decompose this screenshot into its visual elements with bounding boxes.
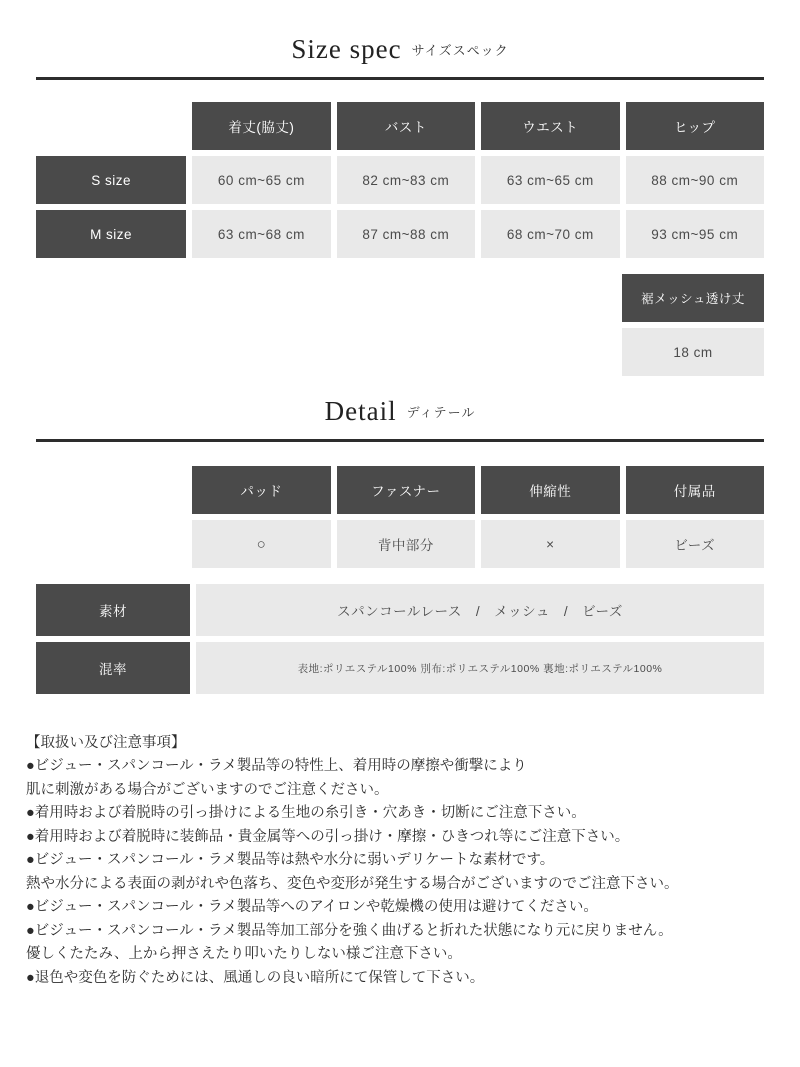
care-note-line: ●着用時および着脱時に装飾品・貴金属等への引っ掛け・摩擦・ひきつれ等にご注意下さい。 — [26, 828, 630, 845]
size-row-label-m: M size — [36, 210, 186, 258]
blend-value: 表地:ポリエステル100% 別布:ポリエステル100% 裏地:ポリエステル100% — [196, 642, 764, 694]
care-note-line: ●ビジュー・スパンコール・ラメ製品等の特性上、着用時の摩擦や衝撃により — [26, 758, 527, 775]
size-s-hip: 88 cm~90 cm — [626, 156, 764, 204]
size-spec-header-row — [36, 102, 764, 150]
detail-header-row — [36, 466, 764, 514]
mesh-sheer-length-value: 18 cm — [622, 328, 764, 376]
detail-value-pad: ○ — [192, 520, 330, 568]
detail-header-accessory: 付属品 — [626, 466, 764, 514]
table-row — [36, 156, 764, 204]
detail-value-stretch: × — [481, 520, 619, 568]
care-note-line: ●ビジュー・スパンコール・ラメ製品等へのアイロンや乾燥機の使用は避けてください。 — [26, 899, 598, 916]
material-label: 素材 — [36, 584, 190, 636]
size-m-bust: 87 cm~88 cm — [337, 210, 475, 258]
size-spec-title-en: Size spec — [291, 34, 402, 64]
detail-value-corner-cell — [36, 520, 186, 568]
detail-table — [36, 466, 764, 694]
detail-header-stretch: 伸縮性 — [481, 466, 619, 514]
size-spec-heading — [0, 0, 800, 65]
detail-title-ja: ディテール — [406, 405, 476, 420]
size-s-length: 60 cm~65 cm — [192, 156, 330, 204]
size-s-bust: 82 cm~83 cm — [337, 156, 475, 204]
size-spec-header-length: 着丈(脇丈) — [192, 102, 330, 150]
mesh-sheer-length-header: 裾メッシュ透け丈 — [622, 274, 764, 322]
mesh-length-value-row — [36, 328, 764, 376]
size-spec-header-bust: バスト — [337, 102, 475, 150]
size-m-hip: 93 cm~95 cm — [626, 210, 764, 258]
care-note-line: 優しくたたみ、上から押さえたり叩いたりしない様ご注意下さい。 — [26, 946, 462, 963]
table-row — [36, 520, 764, 568]
size-spec-divider — [36, 77, 764, 80]
mesh-length-header-row — [36, 274, 764, 322]
size-spec-corner-cell — [36, 102, 186, 150]
size-spec-table — [36, 102, 764, 376]
size-s-waist: 63 cm~65 cm — [481, 156, 619, 204]
care-notes-title: 【取扱い及び注意事項】 — [26, 735, 186, 751]
detail-header-pad: パッド — [192, 466, 330, 514]
size-m-waist: 68 cm~70 cm — [481, 210, 619, 258]
spacer — [36, 574, 764, 584]
table-row — [36, 642, 764, 694]
detail-title-en: Detail — [324, 396, 397, 426]
size-spec-title-ja: サイズスペック — [411, 43, 509, 58]
size-spec-header-hip: ヒップ — [626, 102, 764, 150]
detail-corner-cell — [36, 466, 186, 514]
care-note-line: 熱や水分による表面の剥がれや色落ち、変色や変形が発生する場合がございますのでご注意下さい。 — [26, 875, 679, 892]
care-notes — [26, 732, 774, 990]
care-note-line: ●ビジュー・スパンコール・ラメ製品等加工部分を強く曲げると折れた状態になり元に戻りません。 — [26, 922, 673, 939]
care-note-line: 肌に刺激がある場合がございますのでご注意ください。 — [26, 781, 389, 798]
blend-label: 混率 — [36, 642, 190, 694]
detail-divider — [36, 439, 764, 442]
detail-header-zipper: ファスナー — [337, 466, 475, 514]
detail-heading — [0, 382, 800, 427]
table-row — [36, 210, 764, 258]
care-note-line: ●退色や変色を防ぐためには、風通しの良い暗所にて保管して下さい。 — [26, 969, 485, 986]
table-row — [36, 584, 764, 636]
size-m-length: 63 cm~68 cm — [192, 210, 330, 258]
detail-value-accessory: ビーズ — [626, 520, 764, 568]
care-note-line: ●着用時および着脱時の引っ掛けによる生地の糸引き・穴あき・切断にご注意下さい。 — [26, 805, 586, 822]
material-value: スパンコールレース / メッシュ / ビーズ — [196, 584, 764, 636]
detail-value-zipper: 背中部分 — [337, 520, 475, 568]
spacer — [36, 264, 764, 274]
size-spec-header-waist: ウエスト — [481, 102, 619, 150]
care-note-line: ●ビジュー・スパンコール・ラメ製品等は熱や水分に弱いデリケートな素材です。 — [26, 852, 555, 869]
size-row-label-s: S size — [36, 156, 186, 204]
